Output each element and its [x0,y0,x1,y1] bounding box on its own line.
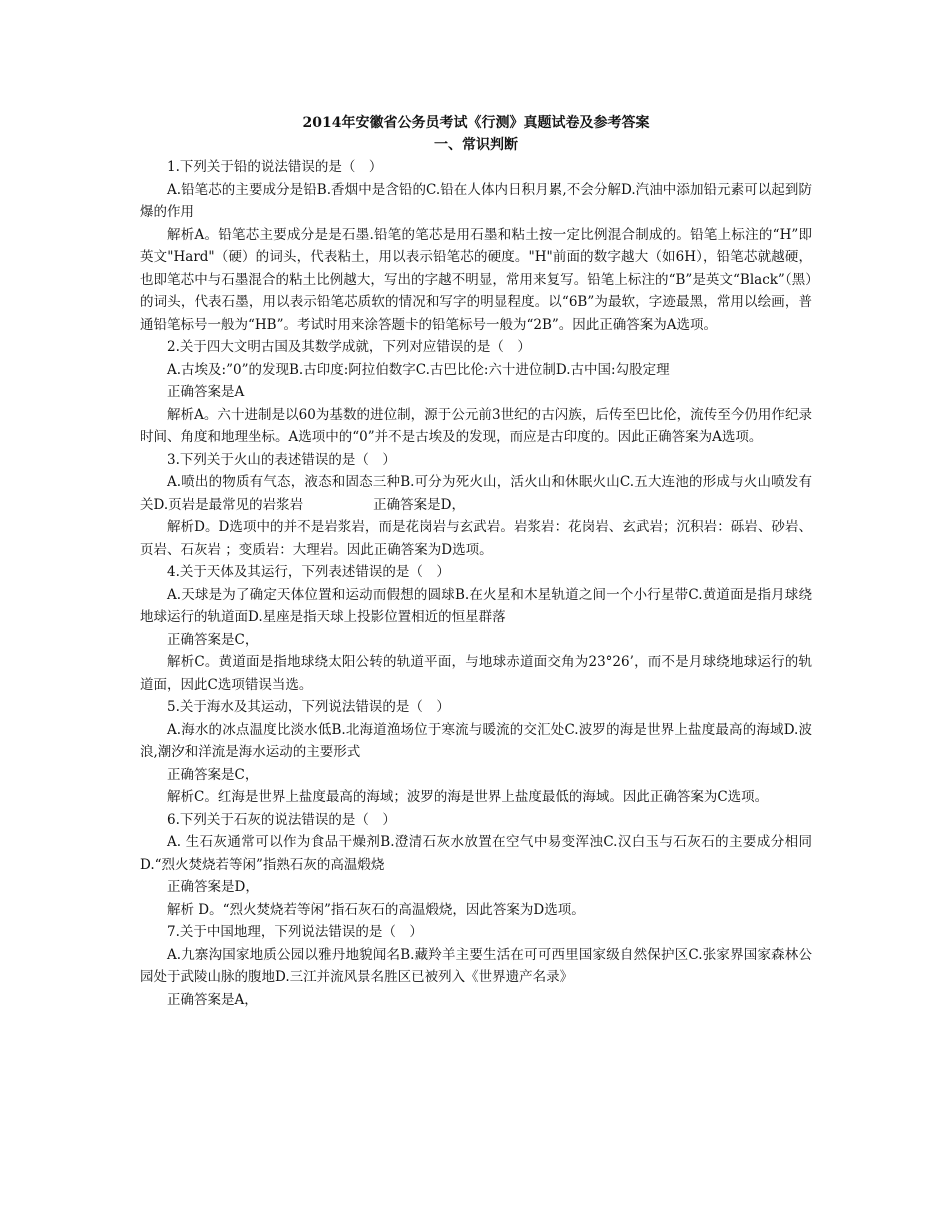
question-2-answer: 正确答案是A [167,384,245,400]
question-6-answer: 正确答案是D， [167,879,259,895]
section-heading: 一、常识判断 [434,137,518,153]
question-2-options: A.古埃及:”0”的发现B.古印度:阿拉伯数字C.古巴比伦:六十进位制D.古中国:勾股定理 [167,361,670,378]
document-page [140,112,812,1011]
question-3-analysis: 解析D。D选项中的并不是岩浆岩，而是花岗岩与玄武岩。岩浆岩：花岗岩、玄武岩；沉积岩：砾岩、砂岩、页岩、石灰岩 ；变质岩：大理岩。因此正确答案为D选项。 [140,519,812,558]
question-3-options: A.喷出的物质有气态，液态和固态三种B.可分为死火山，活火山和休眠火山C.五大连池的形成与火山喷发有关D.页岩是最常见的岩浆岩 [140,474,812,513]
question-1-options: A.铅笔芯的主要成分是铅B.香烟中是含铅的C.铅在人体内日积月累,不会分解D.汽油中添加铅元素可以起到防爆的作用 [140,181,812,220]
question-5: 5.关于海水及其运动，下列说法错误的是（ ） [167,699,450,715]
question-4-options: A.天球是为了确定天体位置和运动而假想的圆球B.在火星和木星轨道之间一个小行星带C.黄道面是指月球绕地球运行的轨道面D.星座是指天球上投影位置相近的恒星群落 [140,586,812,625]
question-3: 3.下列关于火山的表述错误的是（ ） [167,451,396,468]
document-title: 2014年安徽省公务员考试《行测》真题试卷及参考答案 [302,115,650,131]
question-7-answer: 正确答案是A， [167,991,258,1008]
question-3-options-block [140,471,812,516]
question-6-analysis: 解析 D。“烈火焚烧若等闲”指石灰石的高温煅烧，因此答案为D选项。 [167,901,585,918]
question-6: 6.下列关于石灰的说法错误的是（ ） [167,811,396,828]
question-6-options: A. 生石灰通常可以作为食品干燥剂B.澄清石灰水放置在空气中易变浑浊C.汉白玉与石灰石的主要成分相同D.“烈火焚烧若等闲”指熟石灰的高温煅烧 [140,834,812,873]
question-4: 4.关于天体及其运行，下列表述错误的是（ ） [167,564,450,580]
question-5-analysis: 解析C。红海是世界上盐度最高的海域；波罗的海是世界上盐度最低的海域。因此正确答案为C选项。 [167,789,769,805]
question-1-analysis: 解析A。铅笔芯主要成分是是石墨.铅笔的笔芯是用石墨和粘土按一定比例混合制成的。铅笔上标注的“H”即英文"Hard"（硬）的词头，代表粘土，用以表示铅笔芯的硬度。"H"前面的数字越大（如6H），铅笔芯就越硬，也即笔芯中与石墨混合的粘土比例越大，写出的字越不明显，常用来复写。铅笔上标注的“B”是英文“Black”（黑）的词头，代表石墨，用以表示铅笔芯质软的情况和写字的明显程度。以“6B”为最软，字迹最黑，常用以绘画，普通铅笔标号一般为“HB”。考试时用来涂答题卡的铅笔标号一般为“2B”。因此正确答案为A选项。 [140,226,812,333]
question-4-analysis: 解析C。黄道面是指地球绕太阳公转的轨道平面，与地球赤道面交角为23°26’，而不是月球绕地球运行的轨道面，因此C选项错误当选。 [140,654,812,693]
question-2: 2.关于四大文明古国及其数学成就，下列对应错误的是（ ） [167,339,531,355]
question-4-answer: 正确答案是C， [167,631,259,648]
question-7: 7.关于中国地理，下列说法错误的是（ ） [167,924,423,940]
question-1: 1.下列关于铅的说法错误的是（ ） [167,159,383,175]
question-5-answer: 正确答案是C， [167,766,259,783]
question-3-answer: 正确答案是D， [373,496,465,513]
question-5-options: A.海水的冰点温度比淡水低B.北海道渔场位于寒流与暖流的交汇处C.波罗的海是世界上盐度最高的海域D.波浪,潮汐和洋流是海水运动的主要形式 [140,721,812,760]
question-7-options: A.九寨沟国家地质公园以雅丹地貌闻名B.藏羚羊主要生活在可可西里国家级自然保护区C.张家界国家森林公园处于武陵山脉的腹地D.三江并流风景名胜区已被列入《世界遗产名录》 [140,946,812,985]
question-2-analysis: 解析A。六十进制是以60为基数的进位制，源于公元前3世纪的古闪族，后传至巴比伦，流传至今仍用作纪录时间、角度和地理坐标。A选项中的“0”并不是古埃及的发现，而应是古印度的。因此正确答案为A选项。 [140,406,812,445]
